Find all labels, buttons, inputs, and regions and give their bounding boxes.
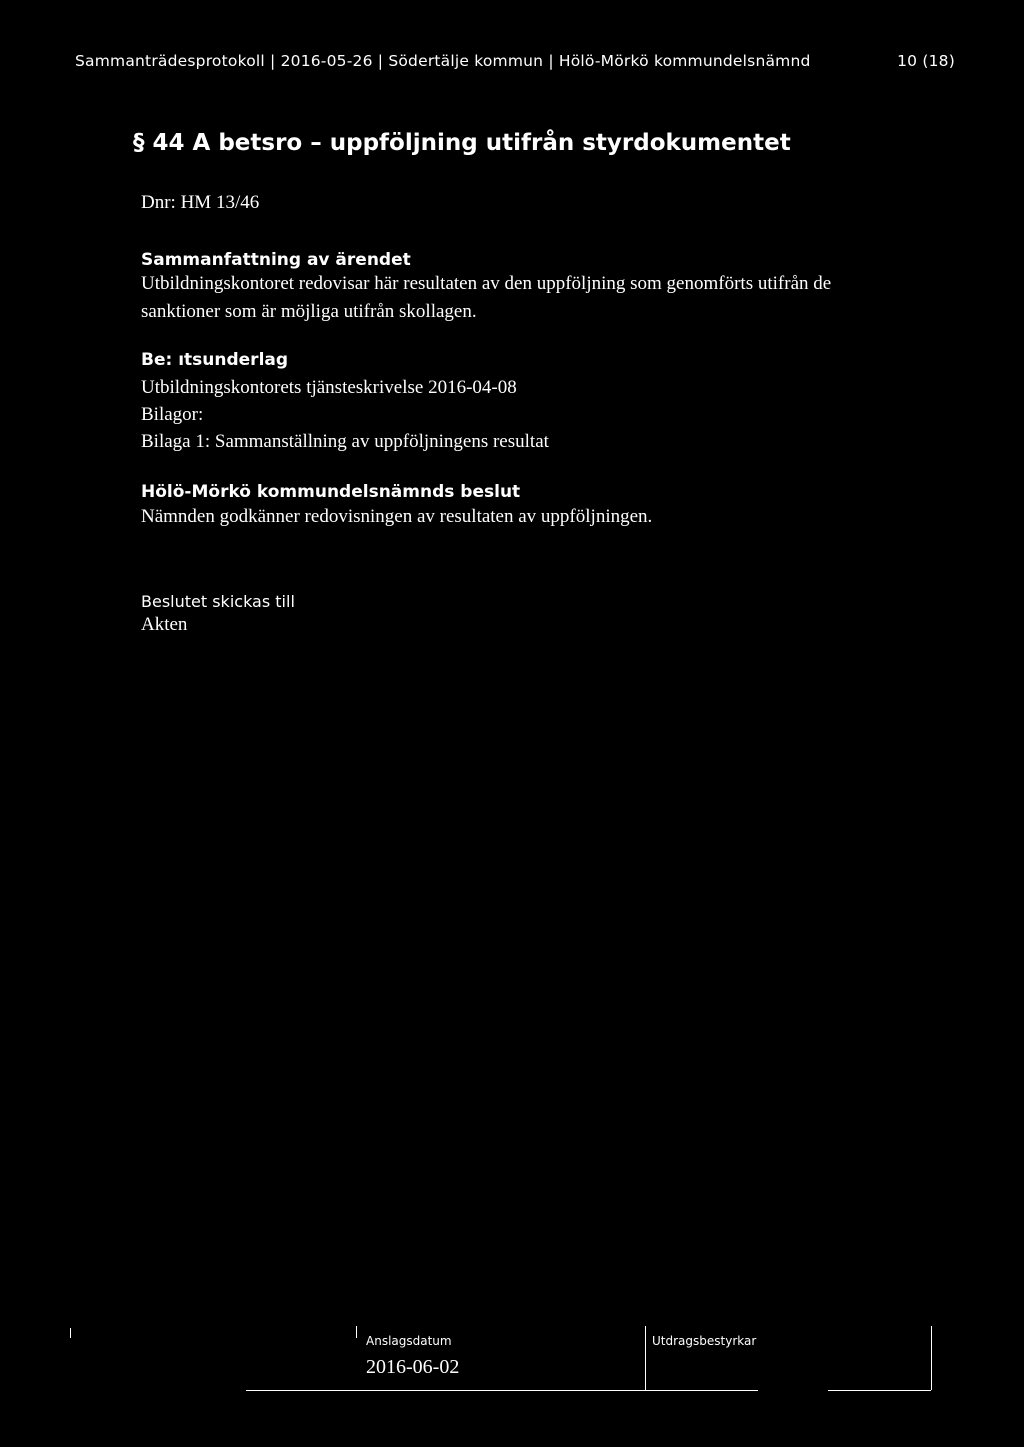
send-to-heading: Beslutet skickas till (141, 592, 295, 611)
posting-date-value: 2016-06-02 (366, 1356, 460, 1378)
case-number: Dnr: HM 13/46 (141, 192, 260, 213)
footer-divider (70, 1328, 71, 1338)
footer-underline (246, 1390, 758, 1391)
summary-text: Utbildningskontoret redovisar här resultaten av den uppföljning som genomförts utifrån de sanktioner som är möjliga utifrån skollagen. (141, 273, 832, 322)
posting-date-label: Anslagsdatum (366, 1334, 452, 1348)
decision-basis-heading: Be: ıtsunderlag (141, 350, 289, 370)
send-to-value: Akten (141, 614, 188, 635)
footer-divider (356, 1326, 357, 1338)
decision-heading: Hölö-Mörkö kommundelsnämnds beslut (141, 482, 521, 502)
page-header (75, 52, 955, 70)
attachment-item: Bilaga 1: Sammanställning av uppföljningens resultat (141, 431, 549, 452)
summary-heading: Sammanfattning av ärendet (141, 250, 411, 270)
decision-basis-list (141, 374, 549, 455)
certifier-label: Utdragsbestyrkar (652, 1334, 757, 1348)
decision-text: Nämnden godkänner redovisningen av resultaten av uppföljningen. (141, 506, 653, 527)
basis-document: Utbildningskontorets tjänsteskrivelse 2016-04-08 (141, 377, 517, 398)
header-title: Sammanträdesprotokoll | 2016-05-26 | Södertälje kommun | Hölö-Mörkö kommundelsnämnd (75, 52, 811, 70)
footer-divider (931, 1326, 932, 1390)
section-title: § 44 A betsro – uppföljning utifrån styrdokumentet (133, 130, 791, 156)
footer-divider (645, 1326, 646, 1390)
footer-underline (828, 1390, 931, 1391)
page-number: 10 (18) (897, 52, 955, 70)
attachments-label: Bilagor: (141, 404, 204, 425)
